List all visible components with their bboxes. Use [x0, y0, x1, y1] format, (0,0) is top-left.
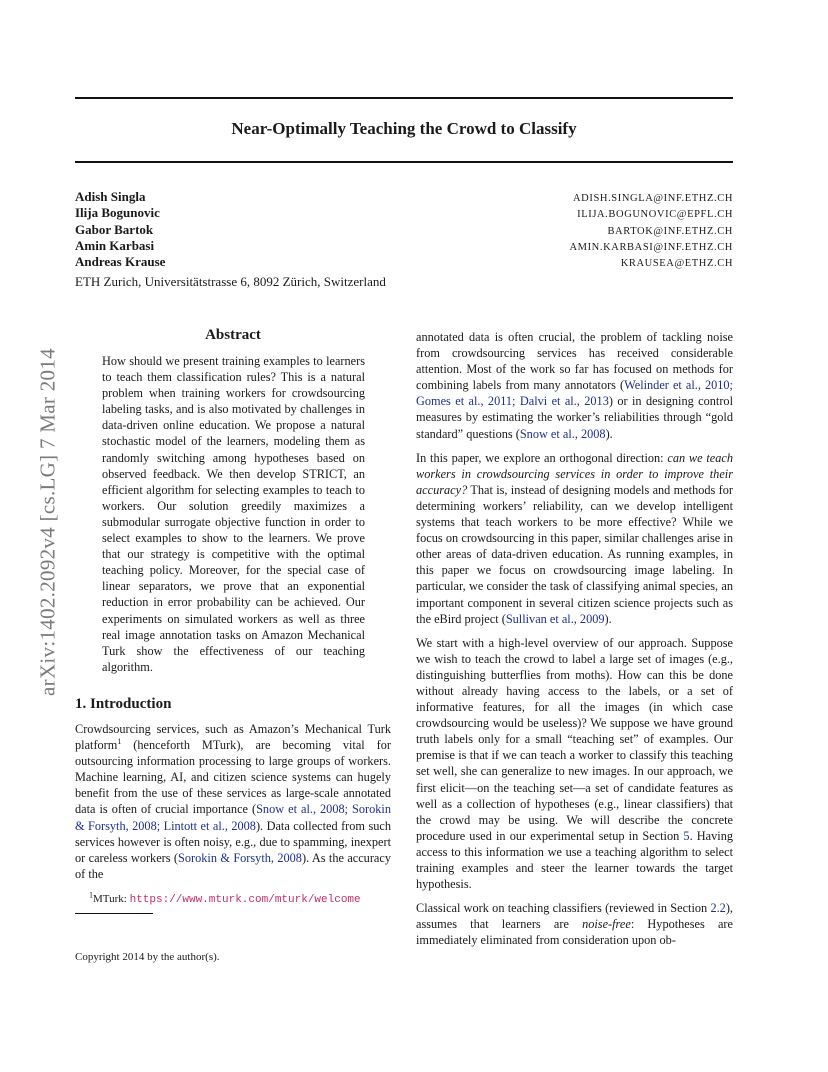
text-run: We start with a high-level overview of our approach. Suppose we wish to teach the crowd to label a large set of images (e.g., distinguishing butterflies from moths). How can this be done without already having access to the labels, or a set of informative features, for all the images (in which case crowdsourcing would be useless)? We suppose we have ground truth labels only for a small “teaching set” of examples. Our premise is that if we can teach a worker to classify this teaching set well, she can generalize to new images. In our approach, we first elicit—on the teaching set—a set of candidate features as well as a collection of hypotheses (e.g., linear classifiers) that the crowd may be using. We will describe the concrete procedure used in our experimental setup in Section — [416, 635, 733, 843]
section-ref-link[interactable]: 5 — [683, 828, 690, 843]
author-row — [75, 238, 733, 254]
author-email[interactable]: KRAUSEA@ETHZ.CH — [620, 258, 733, 270]
text-run: : Hypotheses are immediately eliminated from consideration upon ob- — [416, 917, 733, 948]
text-run: ). — [604, 611, 612, 626]
author-block — [75, 189, 733, 270]
paper-title: Near-Optimally Teaching the Crowd to Classify — [231, 119, 577, 138]
text-run: ). As the accuracy of the — [75, 850, 391, 881]
author-row — [75, 205, 733, 221]
citation-link[interactable]: Snow et al., 2008 — [519, 426, 606, 441]
text-run: In this paper, we explore an orthogonal direction: — [416, 450, 668, 465]
text-run: (henceforth MTurk), are becoming vital for outsourcing information processing to large groups of workers. Machine learning, AI, and citizen science systems can hugely benefit from the use of these services as large-scale annotated data is often of crucial importance ( — [75, 738, 391, 817]
author-email[interactable]: ILIJA.BOGUNOVIC@EPFL.CH — [577, 209, 733, 221]
citation-link[interactable]: Sorokin & Forsyth, 2008 — [178, 850, 302, 865]
text-run: Crowdsourcing services, such as Amazon’s Mechanical Turk platform — [75, 722, 391, 753]
author-email[interactable]: AMIN.KARBASI@INF.ETHZ.CH — [569, 241, 733, 253]
citation-link[interactable]: Sullivan et al., 2009 — [505, 611, 605, 626]
body-paragraph — [416, 900, 733, 948]
footnote-label: MTurk: — [93, 893, 130, 905]
text-run: That is, instead of designing models and methods for determining workers’ reliability, can we develop intelligent systems that teach workers to be more effective? While we focus on crowdsourcing in this paper, similar challenges arise in other areas of data-driven education. As running examples, in this paper we focus on crowdsourcing image labeling. In particular, we consider the task of classifying animal species, an important component in several citizen science projects such as the eBird project ( — [416, 482, 733, 626]
author-name: Ilija Bogunovic — [75, 205, 160, 221]
author-email[interactable]: BARTOK@INF.ETHZ.CH — [607, 225, 733, 237]
title-rule-top — [75, 97, 733, 99]
footnote-number: 1 — [89, 890, 93, 900]
right-column — [416, 329, 733, 956]
citation-link[interactable]: Snow et al., 2008; Sorokin & Forsyth, 2008; Lintott et al., 2008 — [75, 802, 391, 833]
author-name: Adish Singla — [75, 189, 146, 204]
section-ref-link[interactable]: 2.2 — [710, 901, 726, 916]
emphasis-text: can we teach workers in crowdsourcing services in order to improve their accuracy? — [416, 450, 733, 497]
author-name: Gabor Bartok — [75, 221, 154, 237]
affiliation: ETH Zurich, Universitätstrasse 6, 8092 Zürich, Switzerland — [75, 274, 386, 289]
author-row — [75, 254, 733, 270]
intro-left-column — [75, 721, 391, 890]
footnote-url-link[interactable]: https://www.mturk.com/mturk/welcome — [129, 894, 361, 906]
body-paragraph — [416, 635, 733, 893]
author-name: Amin Karbasi — [75, 237, 155, 253]
footnote-rule — [75, 913, 153, 914]
section-heading-introduction: 1. Introduction — [75, 696, 172, 712]
copyright-notice: Copyright 2014 by the author(s). — [75, 951, 220, 963]
text-run: ), assumes that learners are — [416, 901, 733, 932]
intro-paragraph — [75, 721, 391, 882]
text-run: ). — [605, 426, 613, 441]
author-name: Andreas Krause — [75, 254, 166, 270]
author-email[interactable]: ADISH.SINGLA@INF.ETHZ.CH — [572, 193, 733, 204]
text-run: annotated data is often crucial, the problem of tackling noise from crowdsourcing services has received considerable attention. Most of the work so far has focused on methods for combining labels from many annotators ( — [416, 330, 733, 393]
abstract-paragraph: How should we present training examples to learners to teach them classification rules? This is a natural problem when training workers for crowdsourcing labeling tasks, and is also motivated by challenges in data-driven online education. We propose a natural stochastic model of the learners, modeling them as randomly switching among hypotheses based on observed feedback. We then develop STRICT, an efficient algorithm for selecting examples to teach to workers. Our solution greedily maximizes a submodular surrogate objective function in order to select examples to show to the learners. We prove that our strategy is competitive with the optimal teaching policy. Moreover, for the special case of linear separators, we prove that an exponential reduction in error probability can be achieved. Our experiments on simulated workers as well as three real image annotation tasks on Amazon Mechanical Turk show the effectiveness of our teaching algorithm. — [102, 354, 365, 674]
emphasis-text: noise-free — [582, 917, 631, 932]
title-rule-bottom — [75, 161, 733, 163]
text-run: ) or in designing control measures by estimating the worker’s reliabilities through “gold standard” questions ( — [416, 394, 733, 441]
footnote-marker[interactable]: 1 — [117, 737, 122, 746]
footnote — [89, 890, 361, 906]
author-row — [75, 189, 733, 205]
body-paragraph — [416, 329, 733, 442]
abstract-text — [102, 353, 365, 683]
abstract-heading: Abstract — [205, 327, 261, 343]
author-row — [75, 222, 733, 238]
body-paragraph — [416, 450, 733, 627]
arxiv-stamp: arXiv:1402.2092v4 [cs.LG] 7 Mar 2014 — [35, 348, 60, 696]
citation-link[interactable]: Welinder et al., 2010; Gomes et al., 2011; Dalvi et al., 2013 — [416, 378, 733, 409]
text-run: . Having access to this information we use a teaching algorithm to select training examples and steer the learner towards the target hypothesis. — [416, 828, 733, 892]
text-run: Classical work on teaching classifiers (reviewed in Section — [416, 901, 711, 916]
text-run: ). Data collected from such services however is often noisy, e.g., due to spamming, inexpert or careless workers ( — [75, 818, 391, 865]
